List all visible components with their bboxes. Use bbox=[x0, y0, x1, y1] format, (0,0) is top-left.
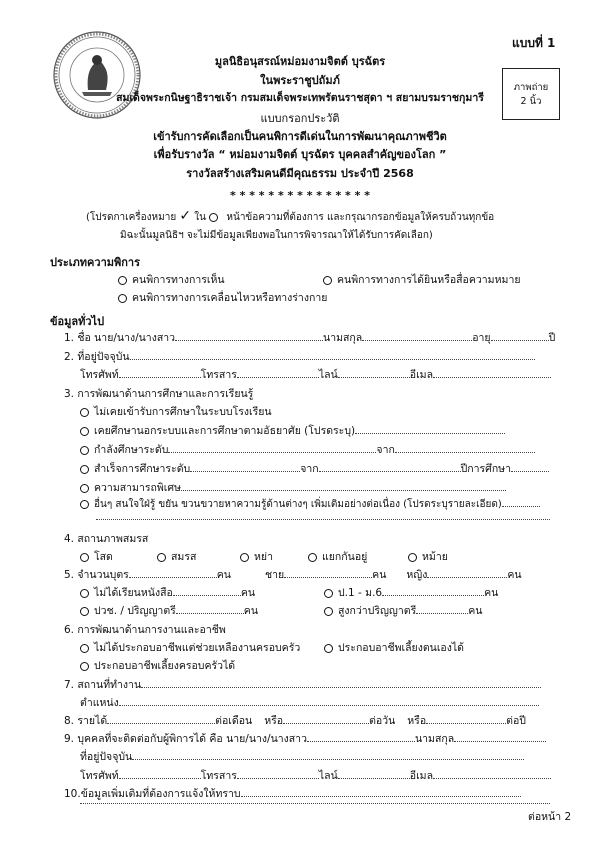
phone-label: โทรศัพท์ bbox=[80, 770, 119, 782]
radio-icon[interactable] bbox=[157, 553, 166, 562]
radio-circle-icon bbox=[209, 213, 218, 222]
q4-opt-widowed[interactable] bbox=[408, 548, 448, 565]
radio-icon[interactable] bbox=[80, 662, 89, 671]
q6-opt-3[interactable] bbox=[80, 657, 235, 674]
age-unit: ปี bbox=[548, 332, 556, 344]
q10-row bbox=[64, 785, 521, 802]
q2-row bbox=[64, 348, 535, 365]
radio-icon[interactable] bbox=[80, 644, 89, 653]
disability-option-hearing[interactable] bbox=[323, 271, 521, 288]
radio-icon[interactable] bbox=[80, 589, 89, 598]
disability-option-label: คนพิการทางการเห็น bbox=[132, 274, 225, 286]
address-label: ที่อยู่ปัจจุบัน bbox=[80, 751, 133, 763]
radio-icon[interactable] bbox=[324, 644, 333, 653]
q3-option-label: ไม่เคยเข้ารับการศึกษาในระบบโรงเรียน bbox=[94, 406, 272, 418]
disability-option-visual[interactable] bbox=[118, 271, 225, 288]
workplace-field[interactable] bbox=[141, 678, 541, 688]
q3-option-6[interactable] bbox=[80, 497, 540, 512]
radio-icon[interactable] bbox=[80, 500, 89, 509]
q3-extra-line[interactable] bbox=[96, 518, 550, 520]
instructions-line-2: มิฉะนั้นมูลนิธิฯ จะไม่มีข้อมูลเพียงพอในการพิจารณาให้ได้รับการคัดเลือก) bbox=[120, 230, 433, 241]
per-day-label: ต่อวัน bbox=[369, 715, 396, 727]
q4-option-label: แยกกันอยู่ bbox=[322, 551, 368, 563]
q2-label: 2. ที่อยู่ปัจจุบัน bbox=[64, 351, 130, 363]
radio-icon[interactable] bbox=[240, 553, 249, 562]
radio-icon[interactable] bbox=[80, 408, 89, 417]
current-level-field[interactable] bbox=[168, 443, 376, 453]
photo-box-size: 2 นิ้ว bbox=[520, 96, 542, 107]
form-number: แบบที่ 1 bbox=[512, 36, 556, 50]
q4-opt-single[interactable] bbox=[80, 548, 113, 565]
contact-phone-field[interactable] bbox=[119, 769, 201, 779]
q5-opt-1[interactable] bbox=[80, 584, 255, 601]
radio-icon[interactable] bbox=[118, 276, 127, 285]
q6-label: 6. การพัฒนาด้านการงานและอาชีพ bbox=[64, 624, 226, 636]
q6-option-label: ประกอบอาชีพเลี้ยงตนเองได้ bbox=[338, 642, 464, 654]
male-field[interactable] bbox=[284, 568, 372, 578]
radio-icon[interactable] bbox=[80, 607, 89, 616]
q3-option-2[interactable] bbox=[80, 422, 505, 439]
q9-address-row bbox=[80, 748, 524, 765]
q9-label: 9. บุคคลที่จะติดต่อกับผู้พิการได้ คือ นาย/นาง/นางสาว bbox=[64, 733, 307, 745]
disability-option-physical[interactable] bbox=[118, 289, 327, 306]
unit-label: คน bbox=[468, 605, 483, 617]
contact-line-field[interactable] bbox=[338, 769, 410, 779]
q4-label: 4. สถานภาพสมรส bbox=[64, 533, 149, 545]
q3-option-label: อื่นๆ สนใจใฝ่รู้ ขยัน ขวนขวายหาความรู้ด้านต่างๆ เพิ่มเติมอย่างต่อเนื่อง (โปรดระบุรายละเอียด) bbox=[94, 499, 502, 510]
unit-label: คน bbox=[507, 569, 522, 581]
header-line-2: ในพระราชูปถัมภ์ bbox=[260, 74, 340, 87]
q3-option-1[interactable] bbox=[80, 403, 272, 420]
radio-icon[interactable] bbox=[308, 553, 317, 562]
graduated-school-field[interactable] bbox=[319, 462, 461, 472]
instructions-c: หน้าข้อความที่ต้องการ และกรุณากรอกข้อมูลให้ครบถ้วนทุกข้อ bbox=[226, 212, 495, 223]
line-label: ไลน์ bbox=[318, 770, 338, 782]
q9-contact-row bbox=[80, 767, 551, 784]
q5-opt-4[interactable] bbox=[324, 602, 482, 619]
header-line-7: รางวัลสร้างเสริมคนดีมีคุณธรรม ประจำปี 2568 bbox=[186, 167, 414, 180]
current-school-field[interactable] bbox=[395, 443, 535, 453]
q6-opt-2[interactable] bbox=[324, 639, 464, 656]
special-ability-field[interactable] bbox=[181, 481, 506, 491]
unit-label: คน bbox=[216, 569, 231, 581]
q4-opt-separated[interactable] bbox=[308, 548, 367, 565]
from-label: จาก bbox=[376, 444, 395, 456]
address-field[interactable] bbox=[130, 350, 535, 360]
q5-option-label: ป.1 - ม.6 bbox=[338, 587, 383, 599]
q5-count-field[interactable] bbox=[173, 586, 241, 596]
male-label: ชาย bbox=[264, 569, 285, 581]
q6-option-label: ประกอบอาชีพเลี้ยงครอบครัวได้ bbox=[94, 660, 236, 672]
female-label: หญิง bbox=[406, 569, 428, 581]
or-label: หรือ bbox=[264, 715, 284, 727]
fax-field[interactable] bbox=[237, 368, 319, 378]
email-label: อีเมล bbox=[409, 770, 434, 782]
q4-option-label: โสด bbox=[94, 551, 113, 563]
graduated-level-field[interactable] bbox=[190, 462, 300, 472]
age-field[interactable] bbox=[491, 331, 549, 341]
header-line-3: สมเด็จพระกนิษฐาธิราชเจ้า กรมสมเด็จพระเทพรัตนราชสุดา ฯ สยามบรมราชกุมารี bbox=[116, 92, 484, 104]
disability-option-label: คนพิการทางการได้ยินหรือสื่อความหมาย bbox=[337, 274, 521, 286]
photo-box-label: ภาพถ่าย bbox=[513, 82, 549, 93]
q3-option-label: เคยศึกษานอกระบบและการศึกษาตามอัธยาศัย (โปรดระบุ) bbox=[94, 425, 356, 437]
q3-option-5[interactable] bbox=[80, 479, 506, 496]
q5-label: 5. จำนวนบุตร bbox=[64, 569, 129, 581]
age-label: อายุ bbox=[472, 332, 491, 344]
q5-option-label: ปวช. / ปริญญาตรี bbox=[94, 605, 176, 617]
disability-title: ประเภทความพิการ bbox=[50, 256, 141, 269]
q6-opt-1[interactable] bbox=[80, 639, 300, 656]
per-year-label: ต่อปี bbox=[506, 715, 526, 727]
q3-option-label: สำเร็จการศึกษาระดับ bbox=[94, 463, 191, 475]
instructions-a: (โปรดกาเครื่องหมาย bbox=[86, 212, 177, 223]
academic-year-label: ปีการศึกษา bbox=[460, 463, 511, 475]
email-label: อีเมล bbox=[409, 369, 434, 381]
children-total-field[interactable] bbox=[129, 568, 217, 578]
unit-label: คน bbox=[372, 569, 387, 581]
q5-option-label: สูงกว่าปริญญาตรี bbox=[338, 605, 417, 617]
position-label: ตำแหน่ง bbox=[80, 697, 119, 709]
q4-option-label: หม้าย bbox=[422, 551, 448, 563]
unit-label: คน bbox=[240, 587, 256, 599]
other-field[interactable] bbox=[502, 497, 540, 507]
name-field[interactable] bbox=[175, 331, 323, 341]
line-field[interactable] bbox=[338, 368, 410, 378]
q5-row bbox=[64, 566, 522, 583]
academic-year-field[interactable] bbox=[511, 462, 549, 472]
radio-icon[interactable] bbox=[80, 553, 89, 562]
q4-opt-divorced[interactable] bbox=[240, 548, 273, 565]
radio-icon[interactable] bbox=[80, 484, 89, 493]
q3-option-label: ความสามารถพิเศษ bbox=[94, 482, 181, 494]
q3-option-4[interactable] bbox=[80, 460, 549, 477]
unit-label: คน bbox=[243, 605, 258, 617]
phone-field[interactable] bbox=[119, 368, 201, 378]
contact-email-field[interactable] bbox=[433, 769, 551, 779]
additional-info-field[interactable] bbox=[241, 787, 521, 797]
nonformal-field[interactable] bbox=[355, 424, 505, 434]
q5-opt-2[interactable] bbox=[324, 584, 498, 601]
general-title: ข้อมูลทั่วไป bbox=[50, 315, 105, 328]
q2-contact-row bbox=[80, 366, 551, 383]
contact-surname-field[interactable] bbox=[454, 732, 546, 742]
yearly-income-field[interactable] bbox=[426, 714, 506, 724]
header-stars: * * * * * * * * * * * * * * * bbox=[230, 189, 370, 202]
radio-icon[interactable] bbox=[323, 276, 332, 285]
q5-count-field[interactable] bbox=[176, 604, 244, 614]
per-month-label: ต่อเดือน bbox=[215, 715, 253, 727]
q3-option-3[interactable] bbox=[80, 441, 535, 458]
header-line-6: เพื่อรับรางวัล “ หม่อมงามจิตต์ บุรฉัตร บุคคลสำคัญของโลก ” bbox=[153, 148, 447, 161]
q7-label: 7. สถานที่ทำงาน bbox=[64, 679, 142, 691]
daily-income-field[interactable] bbox=[283, 714, 369, 724]
or-label: หรือ bbox=[407, 715, 427, 727]
continue-page-note: ต่อหน้า 2 bbox=[528, 811, 572, 823]
checkmark-icon: ✓ bbox=[179, 208, 192, 224]
surname-field[interactable] bbox=[362, 331, 472, 341]
q10-label: 10.ข้อมูลเพิ่มเติมที่ต้องการแจ้งให้ทราบ bbox=[64, 788, 241, 800]
contact-fax-field[interactable] bbox=[237, 769, 319, 779]
q6-option-label: ไม่ได้ประกอบอาชีพแต่ช่วยเหลืองานครอบครัว bbox=[94, 642, 301, 654]
q7-position-row bbox=[80, 694, 539, 711]
q5-count-field[interactable] bbox=[382, 586, 484, 596]
header-line-5: เข้ารับการคัดเลือกเป็นคนพิการดีเด่นในการพัฒนาคุณภาพชีวิต bbox=[153, 130, 447, 143]
q5-opt-3[interactable] bbox=[80, 602, 258, 619]
radio-icon[interactable] bbox=[324, 607, 333, 616]
line-label: ไลน์ bbox=[318, 369, 338, 381]
radio-icon[interactable] bbox=[80, 427, 89, 436]
q5-count-field[interactable] bbox=[416, 604, 468, 614]
q3-option-label: กำลังศึกษาระดับ bbox=[94, 444, 169, 456]
position-field[interactable] bbox=[119, 696, 539, 706]
surname-label: นามสกุล bbox=[414, 733, 455, 745]
q7-row bbox=[64, 676, 541, 693]
phone-label: โทรศัพท์ bbox=[80, 369, 119, 381]
instructions-line-1 bbox=[86, 208, 494, 225]
q4-option-label: สมรส bbox=[171, 551, 197, 563]
q3-label: 3. การพัฒนาด้านการศึกษาและการเรียนรู้ bbox=[64, 388, 254, 400]
q1-row bbox=[64, 329, 555, 346]
q5-option-label: ไม่ได้เรียนหนังสือ bbox=[94, 587, 173, 599]
fax-label: โทรสาร bbox=[200, 369, 237, 381]
radio-icon[interactable] bbox=[80, 446, 89, 455]
radio-icon[interactable] bbox=[80, 465, 89, 474]
from-label: จาก bbox=[300, 463, 319, 475]
radio-icon[interactable] bbox=[118, 294, 127, 303]
q1-label: 1. ชื่อ นาย/นาง/นางสาว bbox=[64, 332, 176, 344]
header-line-1: มูลนิธิอนุสรณ์หม่อมงามจิตต์ บุรฉัตร bbox=[214, 55, 386, 68]
fax-label: โทรสาร bbox=[200, 770, 237, 782]
header-line-4: แบบกรอกประวัติ bbox=[260, 112, 340, 125]
radio-icon[interactable] bbox=[408, 553, 417, 562]
unit-label: คน bbox=[484, 587, 499, 599]
surname-label: นามสกุล bbox=[323, 332, 363, 344]
instructions-b: ใน bbox=[194, 212, 207, 223]
disability-option-label: คนพิการทางการเคลื่อนไหวหรือทางร่างกาย bbox=[132, 292, 328, 304]
q8-row bbox=[64, 712, 526, 729]
female-field[interactable] bbox=[427, 568, 507, 578]
email-field[interactable] bbox=[433, 368, 551, 378]
q8-label: 8. รายได้ bbox=[64, 715, 108, 727]
contact-address-field[interactable] bbox=[132, 750, 524, 760]
q9-row bbox=[64, 730, 546, 747]
radio-icon[interactable] bbox=[324, 589, 333, 598]
contact-name-field[interactable] bbox=[307, 732, 415, 742]
q4-option-label: หย่า bbox=[254, 551, 273, 563]
q4-opt-married[interactable] bbox=[157, 548, 196, 565]
q10-extra-line[interactable] bbox=[80, 802, 550, 804]
monthly-income-field[interactable] bbox=[107, 714, 215, 724]
